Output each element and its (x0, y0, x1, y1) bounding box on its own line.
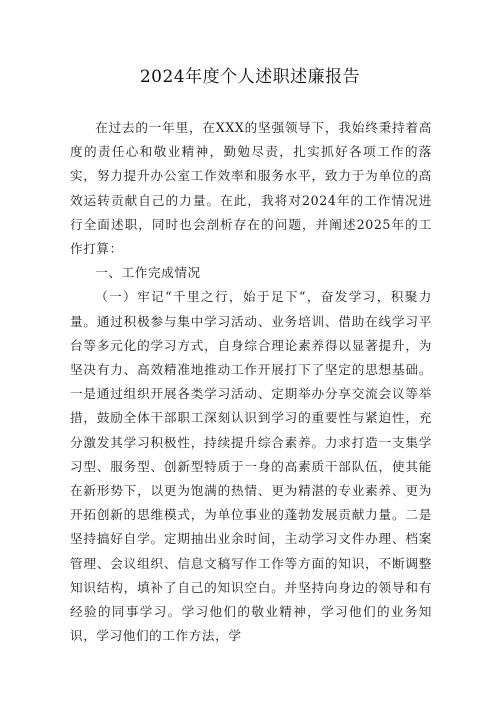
intro-paragraph: 在过去的一年里，在XXX的坚强领导下，我始终秉持着高度的责任心和敬业精神，勤勉尽责，扎实抓好各项工作的落实，努力提升办公室工作效率和服务水平，致力于为单位的高效运转贡献自己的力量。在此，我将对2024年的工作情况进行全面述职，同时也会剖析存在的问题，并阐述2025年的工作打算： (70, 120, 432, 257)
section-heading: 一、工作完成情况 (95, 265, 201, 281)
document-title: 2024年度个人述职述廉报告 (139, 67, 361, 87)
section-paragraph: （一）牢记“千里之行，始于足下“，奋发学习，积聚力量。通过积极参与集中学习活动、业务培训、借助在线学习平台等多元化的学习方式，自身综合理论素养得以显著提升，为坚决有力、高效精准地推动工作开展打下了坚定的思想基础。一是通过组织开展各类学习活动、定期举办分享交流会议等举措，鼓励全体干部职工深刻认识到学习的重要性与紧迫性，充分激发其学习积极性，持续提升综合素养。力求打造一支集学习型、服务型、创新型特质于一身的高素质干部队伍，使其能在新形势下，以更为饱满的热情、更为精湛的专业素养、更为开拓创新的思维模式，为单位事业的蓬勃发展贡献力量。二是坚持搞好自学。定期抽出业余时间，主动学习文件办理、档案管理、会议组织、信息文稿写作工作等方面的知识，不断调整知识结构，填补了自己的知识空白。并坚持向身边的领导和有经验的同事学习。学习他们的敬业精神，学习他们的业务知识，学习他们的工作方法，学 (70, 289, 432, 644)
document-body (70, 116, 432, 648)
